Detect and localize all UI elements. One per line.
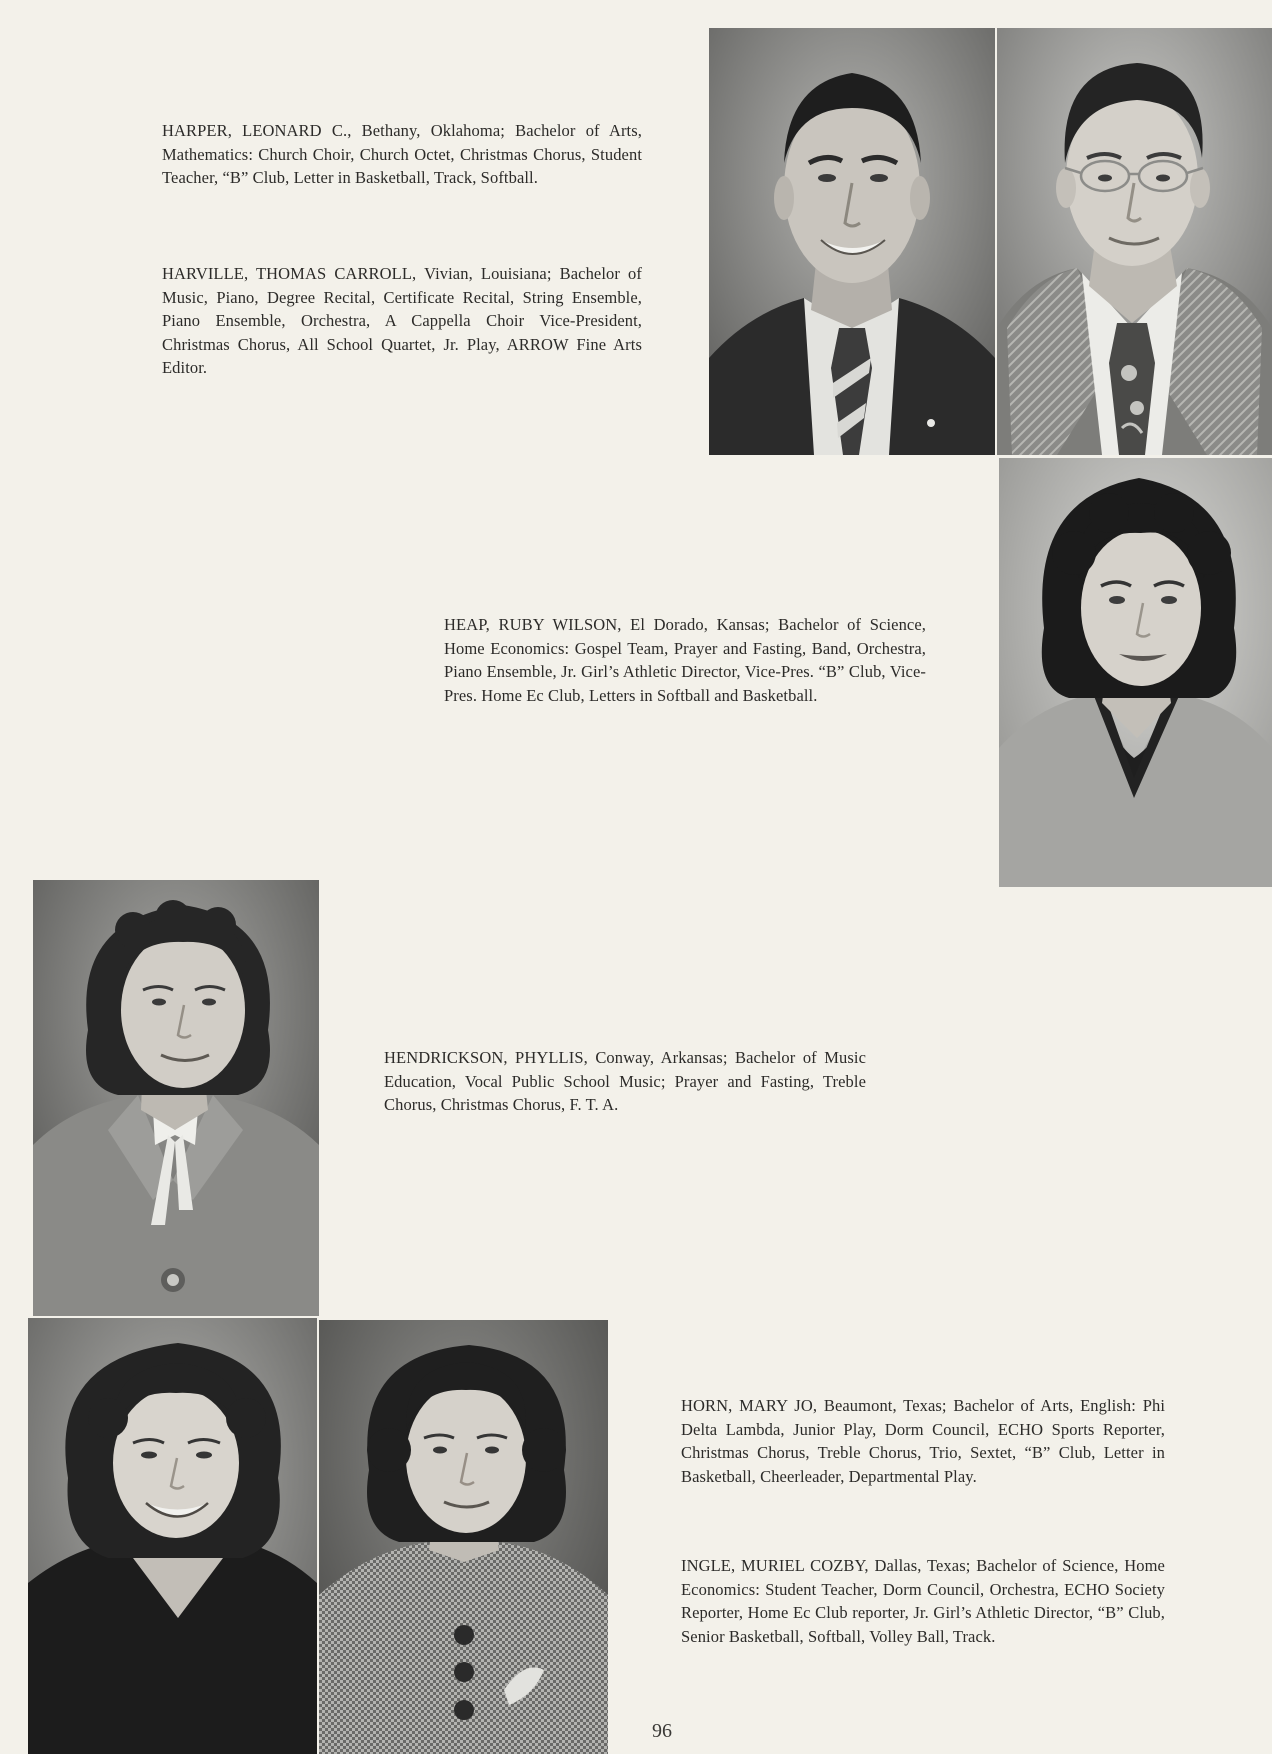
bio-text: El Dorado, Kansas; Bachelor of Science, Home Economics: Gospel Team, Prayer and Fasting, Band, Orchestra, Piano Ensemble, Jr. Girl’s Athletic Director, Vice-Pres. “B” Club, Vice-Pres. Home Ec Club, Letters in Softball and Basketball. [444, 615, 926, 705]
portrait-horn [28, 1318, 317, 1754]
bio-heap [444, 613, 926, 707]
portrait-ingle [319, 1320, 608, 1754]
bio-harper [162, 119, 642, 190]
bio-text: Bethany, Oklahoma; Bachelor of Arts, Mathematics: Church Choir, Church Octet, Christmas Chorus, Student Teacher, “B” Club, Letter in Basketball, Track, Softball. [162, 121, 642, 187]
portrait-heap [999, 458, 1272, 887]
bio-text: Conway, Arkansas; Bachelor of Music Education, Vocal Public School Music; Prayer and Fasting, Treble Chorus, Christmas Chorus, F. T. A. [384, 1048, 866, 1114]
portrait-harville [997, 28, 1272, 455]
bio-horn [681, 1394, 1165, 1488]
bio-text: Vivian, Louisiana; Bachelor of Music, Piano, Degree Recital, Certificate Recital, String Ensemble, Piano Ensemble, Orchestra, A Cappella Choir Vice-President, Christmas Chorus, All School Quartet, Jr. Play, ARROW Fine Arts Editor. [162, 264, 642, 377]
bio-name: HEAP, RUBY WILSON, [444, 615, 622, 634]
bio-name: HARVILLE, THOMAS CARROLL, [162, 264, 417, 283]
bio-hendrickson [384, 1046, 866, 1117]
portrait-hendrickson [33, 880, 319, 1316]
portrait-harper [709, 28, 995, 455]
bio-text: Beaumont, Texas; Bachelor of Arts, English: Phi Delta Lambda, Junior Play, Dorm Council, ECHO Sports Reporter, Christmas Chorus, Treble Chorus, Trio, Sextet, “B” Club, Letter in Basketball, Cheerleader, Departmental Play. [681, 1396, 1165, 1486]
bio-name: HENDRICKSON, PHYLLIS, [384, 1048, 588, 1067]
bio-text: Dallas, Texas; Bachelor of Science, Home Economics: Student Teacher, Dorm Council, Orchestra, ECHO Society Reporter, Home Ec Club reporter, Jr. Girl’s Athletic Director, “B” Club, Senior Basketball, Softball, Volley Ball, Track. [681, 1556, 1165, 1646]
bio-harville [162, 262, 642, 380]
bio-name: HARPER, LEONARD C., [162, 121, 352, 140]
page-number: 96 [652, 1720, 672, 1742]
bio-ingle [681, 1554, 1165, 1648]
bio-name: INGLE, MURIEL COZBY, [681, 1556, 869, 1575]
bio-name: HORN, MARY JO, [681, 1396, 818, 1415]
